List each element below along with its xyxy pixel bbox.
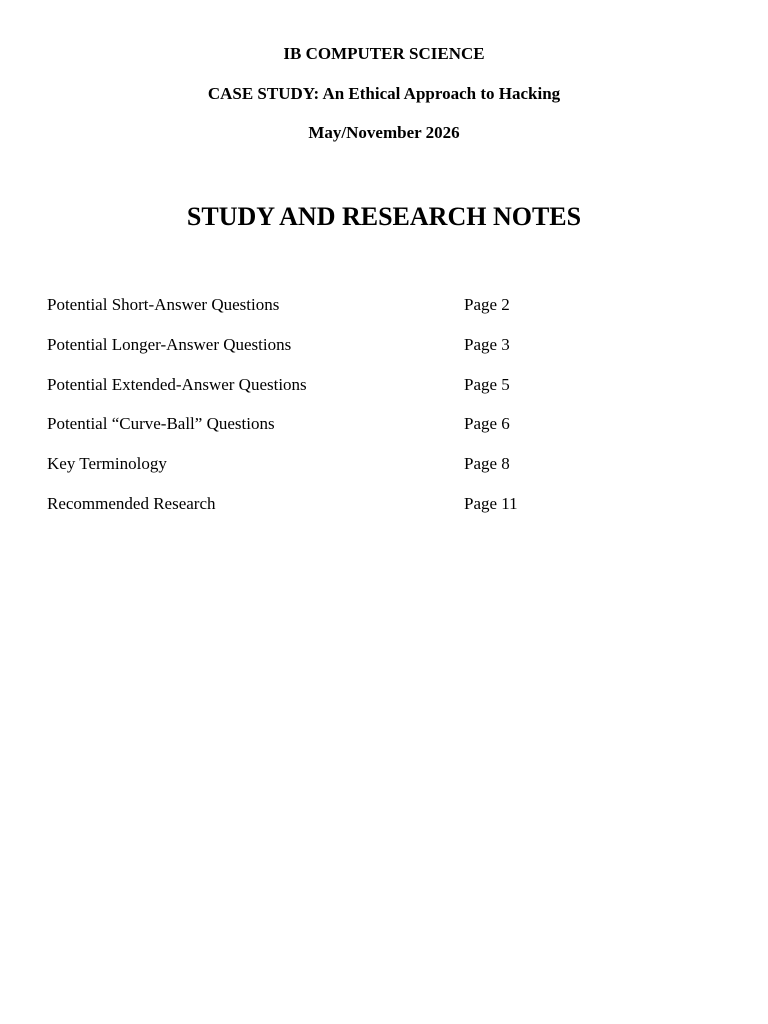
toc-entry-longer-answer (47, 334, 647, 374)
toc-entry-page: Page 2 (464, 295, 510, 314)
toc-entry-label: Potential Longer-Answer Questions (47, 334, 292, 354)
table-of-contents (47, 294, 647, 533)
toc-entry-label: Potential Short-Answer Questions (47, 295, 280, 314)
toc-entry-page: Page 11 (464, 493, 518, 513)
toc-entry-curve-ball (47, 413, 647, 453)
toc-entry-recommended-research (47, 493, 647, 533)
toc-entry-extended-answer (47, 374, 647, 414)
toc-entry-page: Page 3 (464, 334, 510, 354)
page-title: STUDY AND RESEARCH NOTES (186, 202, 582, 231)
toc-entry-page: Page 5 (464, 374, 510, 394)
case-study-title: CASE STUDY: An Ethical Approach to Hacking (207, 84, 561, 103)
toc-entry-label: Key Terminology (47, 454, 167, 474)
toc-entry-key-terminology (47, 453, 647, 493)
toc-entry-page: Page 6 (464, 414, 510, 434)
toc-entry-page: Page 8 (464, 454, 510, 474)
exam-session: May/November 2026 (308, 123, 460, 142)
toc-entry-label: Potential “Curve-Ball” Questions (47, 414, 275, 434)
toc-entry-short-answer (47, 294, 647, 334)
course-title: IB COMPUTER SCIENCE (283, 44, 485, 63)
toc-entry-label: Potential Extended-Answer Questions (47, 374, 307, 394)
toc-entry-label: Recommended Research (47, 493, 216, 513)
